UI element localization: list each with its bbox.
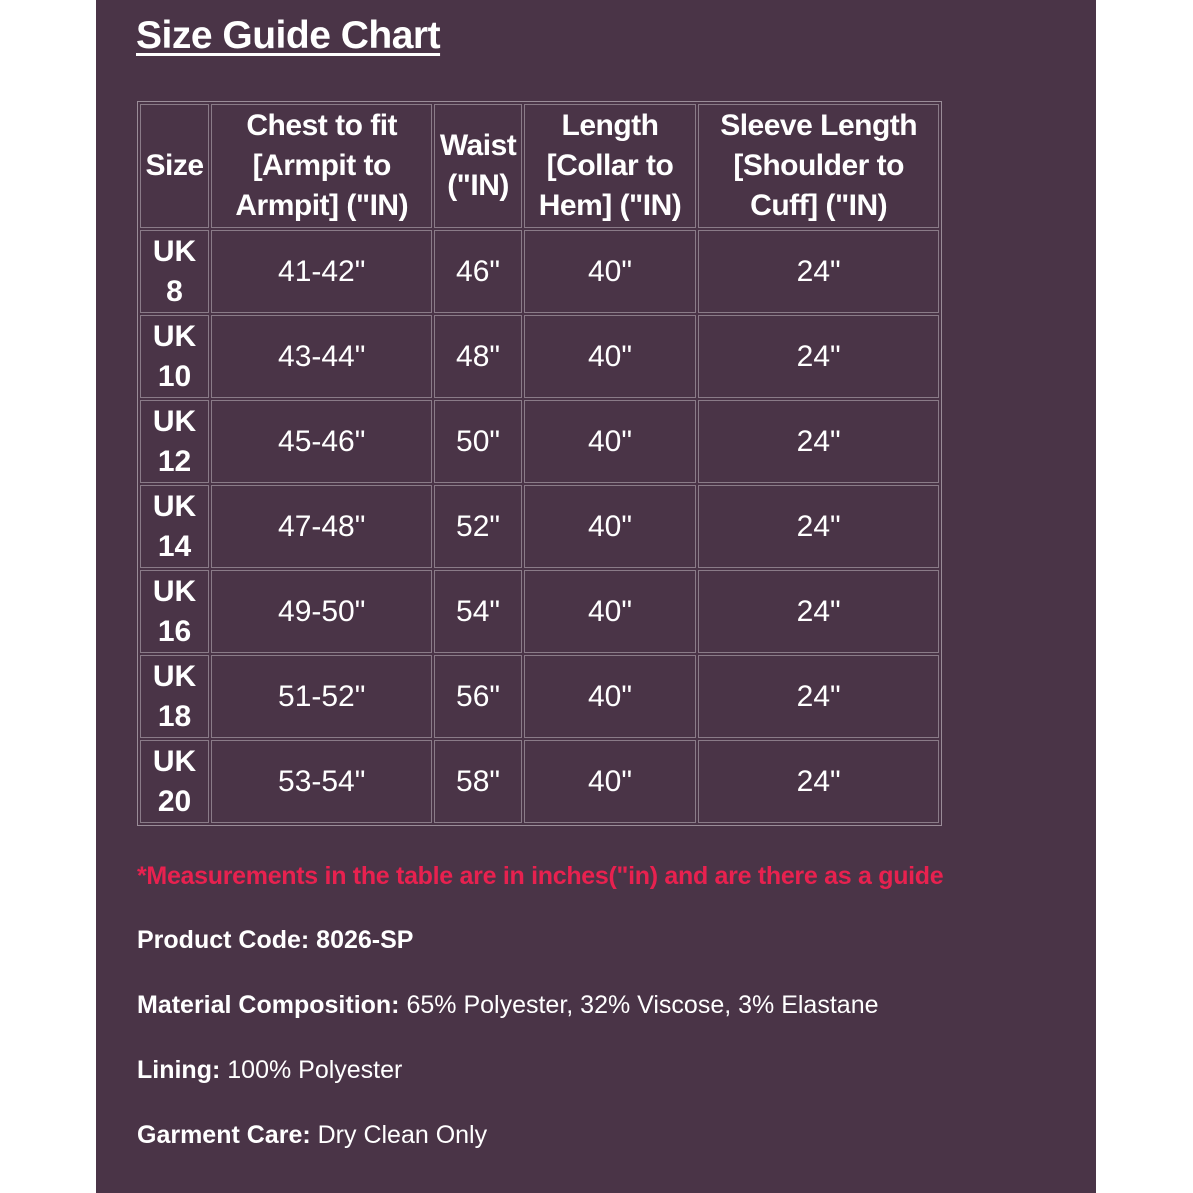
length-cell: 40" — [524, 570, 697, 653]
garment-care — [137, 1121, 487, 1150]
care-label: Garment Care: — [137, 1121, 311, 1149]
chest-cell: 47-48" — [211, 485, 432, 568]
table-header-row — [140, 104, 939, 228]
sleeve-cell: 24" — [698, 485, 939, 568]
header-sleeve: Sleeve Length [Shoulder to Cuff] ("IN) — [698, 104, 939, 228]
table-row — [140, 485, 939, 568]
waist-cell: 56" — [434, 655, 521, 738]
header-length: Length [Collar to Hem] ("IN) — [524, 104, 697, 228]
size-cell: UK 20 — [140, 740, 209, 823]
table-row — [140, 655, 939, 738]
length-cell: 40" — [524, 740, 697, 823]
sleeve-cell: 24" — [698, 570, 939, 653]
length-cell: 40" — [524, 400, 697, 483]
lining — [137, 1056, 402, 1085]
size-cell: UK 10 — [140, 315, 209, 398]
length-cell: 40" — [524, 315, 697, 398]
size-guide-panel — [96, 0, 1096, 1193]
sleeve-cell: 24" — [698, 315, 939, 398]
product-code — [137, 926, 413, 955]
size-table — [137, 101, 942, 826]
chest-cell: 51-52" — [211, 655, 432, 738]
table-row — [140, 570, 939, 653]
header-waist: Waist ("IN) — [434, 104, 521, 228]
waist-cell: 50" — [434, 400, 521, 483]
chest-cell: 49-50" — [211, 570, 432, 653]
length-cell: 40" — [524, 655, 697, 738]
chest-cell: 41-42" — [211, 230, 432, 313]
chest-cell: 45-46" — [211, 400, 432, 483]
material-composition — [137, 991, 879, 1020]
waist-cell: 58" — [434, 740, 521, 823]
table-row — [140, 740, 939, 823]
header-size: Size — [140, 104, 209, 228]
sleeve-cell: 24" — [698, 655, 939, 738]
table-row — [140, 230, 939, 313]
material-label: Material Composition: — [137, 991, 400, 1019]
page-title: Size Guide Chart — [136, 14, 441, 57]
size-cell: UK 14 — [140, 485, 209, 568]
length-cell: 40" — [524, 485, 697, 568]
sleeve-cell: 24" — [698, 230, 939, 313]
material-value: 65% Polyester, 32% Viscose, 3% Elastane — [399, 991, 879, 1019]
size-cell: UK 16 — [140, 570, 209, 653]
measurement-note: *Measurements in the table are in inches("in) and are there as a guide — [137, 862, 944, 890]
lining-value: 100% Polyester — [220, 1056, 403, 1084]
table-row — [140, 400, 939, 483]
size-cell: UK 8 — [140, 230, 209, 313]
waist-cell: 52" — [434, 485, 521, 568]
waist-cell: 54" — [434, 570, 521, 653]
waist-cell: 46" — [434, 230, 521, 313]
waist-cell: 48" — [434, 315, 521, 398]
table-row — [140, 315, 939, 398]
chest-cell: 53-54" — [211, 740, 432, 823]
size-cell: UK 18 — [140, 655, 209, 738]
size-cell: UK 12 — [140, 400, 209, 483]
lining-label: Lining: — [137, 1056, 221, 1084]
care-value: Dry Clean Only — [310, 1121, 488, 1149]
sleeve-cell: 24" — [698, 740, 939, 823]
sleeve-cell: 24" — [698, 400, 939, 483]
header-chest: Chest to fit [Armpit to Armpit] ("IN) — [211, 104, 432, 228]
length-cell: 40" — [524, 230, 697, 313]
chest-cell: 43-44" — [211, 315, 432, 398]
product-code-label: Product Code: 8026-SP — [137, 926, 414, 954]
